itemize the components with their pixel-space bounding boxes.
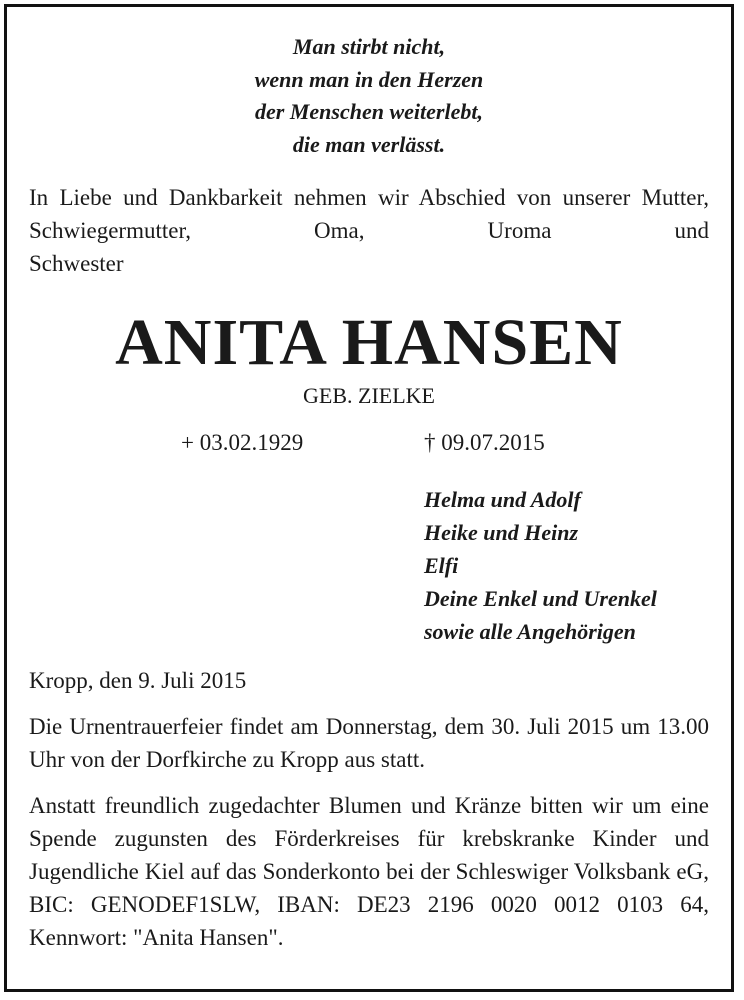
- place-and-date: Kropp, den 9. Juli 2015: [29, 668, 247, 693]
- intro-last-line: Schwester: [29, 251, 124, 276]
- mourner-entry: Deine Enkel und Urenkel: [424, 586, 657, 611]
- mourner-entry: Elfi: [424, 553, 459, 578]
- poem-line: wenn man in den Herzen: [254, 66, 484, 92]
- ceremony-info: Die Urnentrauerfeier findet am Donnerstag, dem 30. Juli 2015 um 13.00 Uhr von der Dorfkirche zu Kropp aus statt.: [29, 714, 709, 772]
- donation-info: Anstatt freundlich zugedachter Blumen und Kränze bitten wir um eine Spende zugunsten des Förderkreises für krebskranke Kinder und Jugendliche Kiel auf das Sonderkonto bei der Schleswiger Volksbank eG, BIC: GENODEF1SLW, IBAN: DE23 2196 0020 0012 0103 64, Kennwort: "Anita Hansen".: [29, 793, 709, 950]
- intro-main: In Liebe und Dankbarkeit nehmen wir Abschied von unserer Mutter, Schwiegermutter, Oma, Uroma und: [29, 185, 709, 243]
- poem-line: Man stirbt nicht,: [292, 34, 446, 59]
- deceased-name: ANITA HANSEN: [115, 306, 623, 379]
- mourner-entry: sowie alle Angehörigen: [424, 619, 636, 644]
- mourner-entry: Helma und Adolf: [424, 487, 581, 512]
- intro-text: [29, 181, 709, 280]
- death-date: † 09.07.2015: [424, 430, 545, 455]
- mourner-entry: Heike und Heinz: [424, 520, 579, 545]
- memorial-poem: [7, 31, 731, 161]
- poem-line: die man verlässt.: [292, 131, 446, 157]
- birth-date: + 03.02.1929: [181, 430, 304, 455]
- mourners-list: [424, 483, 657, 648]
- maiden-name: GEB. ZIELKE: [303, 383, 435, 408]
- poem-line: der Menschen weiterlebt,: [255, 99, 483, 124]
- obituary-notice: [4, 4, 734, 992]
